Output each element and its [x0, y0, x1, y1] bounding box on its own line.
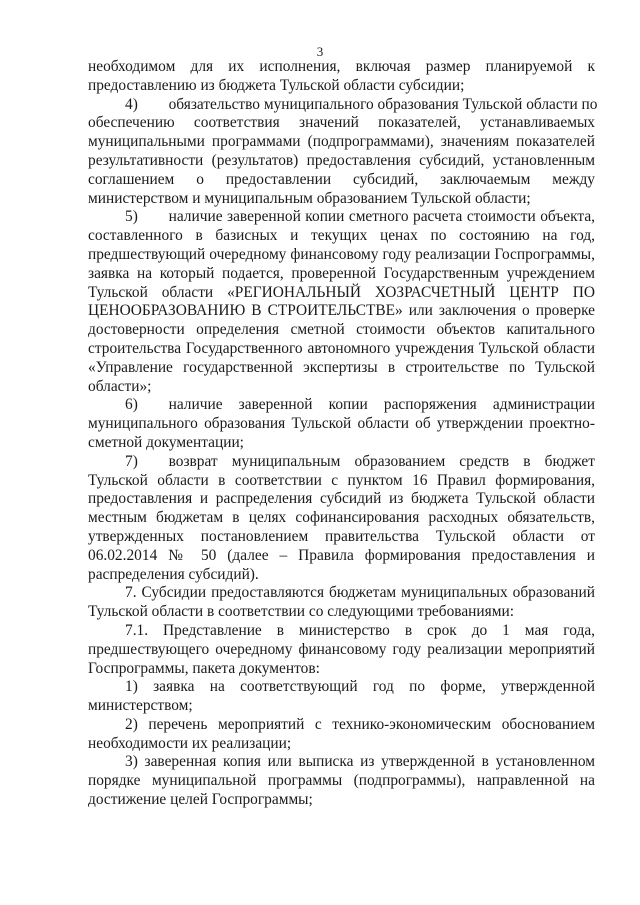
document-body	[88, 58, 598, 810]
text-line: Тульской области «РЕГИОНАЛЬНЫЙ ХОЗРАСЧЕТНЫЙ ЦЕНТР ПО	[88, 283, 595, 301]
text-line: заявка на который подается, проверенной Государственным учреждением	[88, 264, 595, 282]
text-line: 7.1. Представление в министерство в срок до 1 мая года,	[125, 621, 595, 639]
text-line: достоверности определения сметной стоимости объектов капитального	[88, 321, 595, 339]
text-line: обеспечению соответствия значений показателей, устанавливаемых	[88, 114, 595, 132]
text-line: муниципального образования Тульской области об утверждении проектно-	[88, 415, 595, 433]
text-line: строительства Государственного автономного учреждения Тульской области	[88, 339, 595, 357]
text-line: Госпрограммы, пакета документов:	[88, 659, 320, 677]
text-line: министерством;	[88, 697, 193, 715]
text-line: результативности (результатов) предоставления субсидий, установленным	[88, 151, 595, 169]
text-line: области»;	[88, 377, 152, 395]
text-line: 2) перечень мероприятий с технико-экономическим обоснованием	[125, 715, 595, 733]
text-line: Тульской области в соответствии с пунктом 16 Правил формирования,	[88, 471, 595, 489]
text-line: 7. Субсидии предоставляются бюджетам муниципальных образований	[125, 584, 595, 602]
text-line: 6) наличие заверенной копии распоряжения администрации	[125, 396, 595, 414]
text-line: 1) заявка на соответствующий год по форме, утвержденной	[125, 678, 595, 696]
text-line: министерством и муниципальным образованием Тульской области;	[88, 189, 531, 207]
text-line: предоставлению из бюджета Тульской области субсидии;	[88, 76, 465, 94]
text-line: соглашением о предоставлении субсидий, заключаемым между	[88, 170, 595, 188]
text-line: предшествующий очередному финансовому году реализации Госпрограммы,	[88, 245, 595, 263]
text-line: необходимости их реализации;	[88, 734, 292, 752]
text-line: составленного в базисных и текущих ценах по состоянию на год,	[88, 227, 595, 245]
text-line: 4) обязательство муниципального образования Тульской области по	[125, 95, 598, 113]
text-line: 3) заверенная копия или выписка из утвержденной в установленном	[125, 753, 595, 771]
text-line: необходимом для их исполнения, включая размер планируемой к	[88, 58, 595, 75]
text-line: предшествующего очередному финансовому году реализации мероприятий	[88, 640, 595, 658]
text-line: ЦЕНООБРАЗОВАНИЮ В СТРОИТЕЛЬСТВЕ» или заключения о проверке	[88, 302, 595, 320]
text-line: муниципальными программами (подпрограммами), значениям показателей	[88, 133, 595, 151]
text-line: Тульской области в соответствии со следующими требованиями:	[88, 603, 514, 621]
text-line: «Управление государственной экспертизы в строительстве по Тульской	[88, 358, 595, 376]
text-line: 5) наличие заверенной копии сметного расчета стоимости объекта,	[125, 208, 595, 226]
text-line: распределения субсидий).	[88, 565, 259, 583]
text-line: утвержденных постановлением правительства Тульской области от	[88, 527, 595, 545]
text-line: 7) возврат муниципальным образованием средств в бюджет	[125, 452, 595, 470]
text-line: порядке муниципальной программы (подпрограммы), направленной на	[88, 772, 595, 790]
text-line: местным бюджетам в целях софинансирования расходных обязательств,	[88, 509, 595, 527]
text-line: достижение целей Госпрограммы;	[88, 791, 313, 809]
text-line: сметной документации;	[88, 433, 244, 451]
text-line: предоставления и распределения субсидий из бюджета Тульской области	[88, 490, 595, 508]
page-number: 3	[316, 44, 324, 59]
text-line: 06.02.2014 № 50 (далее – Правила формирования предоставления и	[88, 546, 595, 564]
